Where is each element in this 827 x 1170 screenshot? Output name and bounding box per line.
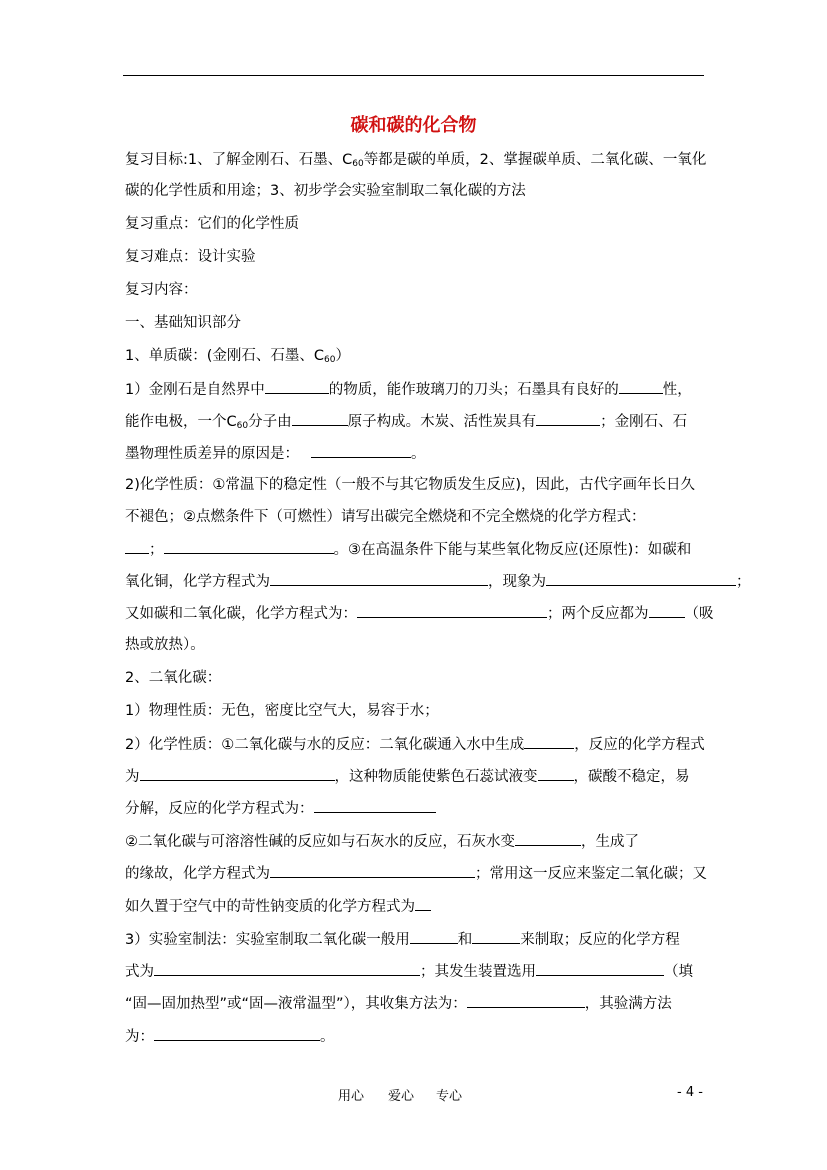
blank[interactable] bbox=[311, 443, 411, 458]
line-physical-1: 1）金刚石是自然界中 的物质，能作玻璃刀的刀头；石墨具有良好的 性， bbox=[125, 379, 692, 400]
subsection-elemental-carbon: 1、单质碳：(金刚石、石墨、$C_{60}$） bbox=[125, 348, 350, 365]
line-co2-chem-3: 分解，反应的化学方程式为： bbox=[125, 798, 436, 819]
blank[interactable] bbox=[619, 379, 663, 394]
footer-text-3: 专心 bbox=[436, 1089, 463, 1104]
blank[interactable] bbox=[538, 766, 574, 781]
blank[interactable] bbox=[357, 603, 547, 618]
blank[interactable] bbox=[265, 379, 329, 394]
blank[interactable] bbox=[314, 798, 436, 813]
blank[interactable] bbox=[292, 411, 348, 426]
line-co2-physical: 1）物理性质：无色，密度比空气大，易容于水； bbox=[125, 703, 439, 719]
header-rule bbox=[123, 75, 704, 76]
line-chemical-6: 热或放热）。 bbox=[125, 637, 205, 653]
line-co2-chem-1: 2）化学性质：①二氧化碳与水的反应：二氧化碳通入水中生成 ，反应的化学方程式 bbox=[125, 734, 705, 755]
blank[interactable] bbox=[472, 929, 520, 944]
page-number: - 4 - bbox=[677, 1085, 703, 1100]
blank[interactable] bbox=[270, 863, 475, 878]
blank[interactable] bbox=[154, 1026, 320, 1041]
blank[interactable] bbox=[140, 766, 335, 781]
subsection-co2: 2、二氧化碳： bbox=[125, 670, 222, 686]
line-chemical-3: ； 。③在高温条件下能与某些氧化物反应(还原性)：如碳和 bbox=[125, 539, 691, 560]
line-lab-3: “固—固加热型”或“固—液常温型”），其收集方法为： ，其验满方法 bbox=[125, 993, 672, 1014]
blank[interactable] bbox=[410, 929, 458, 944]
line-co2-chem-4: ②二氧化碳与可溶溶性碱的反应如与石灰水的反应，石灰水变 ，生成了 bbox=[125, 831, 639, 852]
blank[interactable] bbox=[515, 831, 581, 846]
line-lab-1: 3）实验室制法：实验室制取二氧化碳一般用 和 来制取；反应的化学方程 bbox=[125, 929, 680, 950]
line-chemical-1: 2)化学性质：①常温下的稳定性（一般不与其它物质发生反应)，因此，古代字画年长日久 bbox=[125, 477, 696, 493]
footer-text-2: 爱心 bbox=[388, 1089, 415, 1104]
blank[interactable] bbox=[154, 961, 420, 976]
blank[interactable] bbox=[415, 896, 431, 911]
line-chemical-5: 又如碳和二氧化碳，化学方程式为： ；两个反应都为 （吸 bbox=[125, 603, 714, 624]
blank[interactable] bbox=[546, 571, 736, 586]
line-objectives-1: 复习目标:1、了解金刚石、石墨、$C_{60}$等都是碳的单质，2、掌握碳单质、二氧化碳、一氧化 bbox=[125, 152, 707, 169]
line-co2-chem-2: 为 ，这种物质能使紫色石蕊试液变 ，碳酸不稳定，易 bbox=[125, 766, 690, 787]
line-co2-chem-6: 如久置于空气中的苛性钠变质的化学方程式为 bbox=[125, 896, 431, 917]
footer-text-1: 用心 bbox=[338, 1089, 365, 1104]
blank[interactable] bbox=[536, 961, 664, 976]
line-objectives-2: 碳的化学性质和用途；3、初步学会实验室制取二氧化碳的方法 bbox=[125, 183, 526, 199]
line-physical-3: 墨物理性质差异的原因是： 。 bbox=[125, 443, 426, 464]
line-contents: 复习内容： bbox=[125, 282, 198, 298]
line-chemical-4: 氧化铜，化学方程式为 ，现象为 ； bbox=[125, 571, 751, 592]
line-lab-2: 式为 ；其发生装置选用 （填 bbox=[125, 961, 693, 982]
page-title: 碳和碳的化合物 bbox=[350, 115, 477, 136]
line-co2-chem-5: 的缘故，化学方程式为 ；常用这一反应来鉴定二氧化碳；又 bbox=[125, 863, 707, 884]
line-key-points: 复习重点：它们的化学性质 bbox=[125, 216, 299, 232]
line-difficulties: 复习难点：设计实验 bbox=[125, 249, 256, 265]
blank[interactable] bbox=[467, 993, 585, 1008]
line-lab-4: 为： 。 bbox=[125, 1026, 335, 1047]
blank[interactable] bbox=[270, 571, 488, 586]
blank[interactable] bbox=[164, 539, 334, 554]
section-heading-basics: 一、基础知识部分 bbox=[125, 315, 241, 331]
blank[interactable] bbox=[524, 734, 574, 749]
blank[interactable] bbox=[536, 411, 600, 426]
blank[interactable] bbox=[649, 603, 685, 618]
line-physical-2: 能作电极，一个$C_{60}$分子由 原子构成。木炭、活性炭具有 ；金刚石、石 bbox=[125, 411, 687, 436]
blank[interactable] bbox=[125, 539, 149, 554]
line-chemical-2: 不褪色；②点燃条件下（可燃性）请写出碳完全燃烧和不完全燃烧的化学方程式： bbox=[125, 509, 646, 525]
